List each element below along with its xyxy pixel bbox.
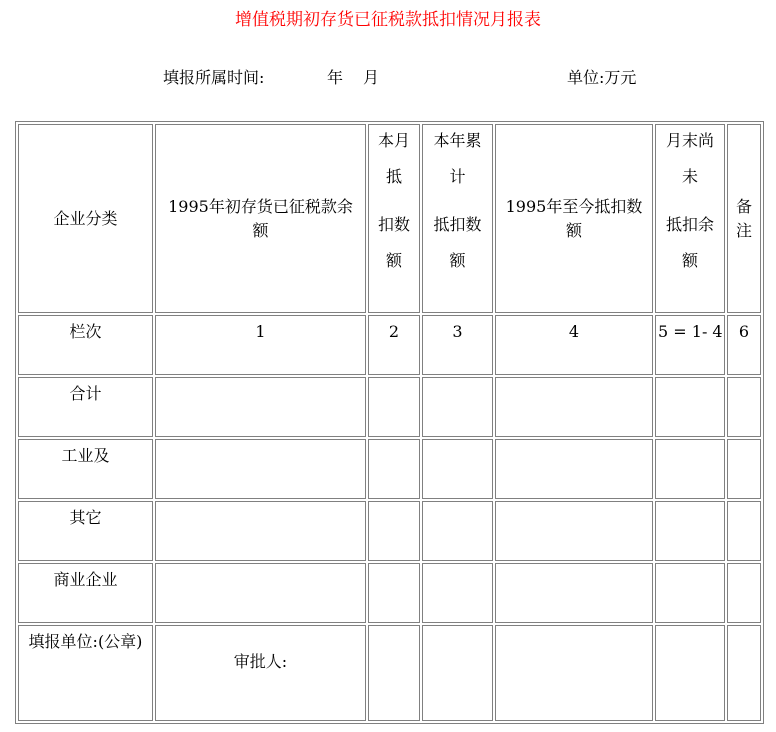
table-cell bbox=[155, 501, 366, 561]
table-cell bbox=[368, 501, 420, 561]
table-cell bbox=[655, 377, 725, 437]
header-remarks-line1: 备 bbox=[735, 196, 752, 216]
table-row bbox=[18, 439, 761, 499]
table-cell bbox=[655, 563, 725, 623]
column-number-2: 2 bbox=[368, 315, 420, 375]
table-cell bbox=[155, 563, 366, 623]
unit-label: 单位:万元 bbox=[567, 68, 637, 87]
header-month-end-balance-line2: 未 bbox=[681, 167, 698, 186]
header-month-deduct bbox=[368, 124, 420, 313]
header-year-cumulative bbox=[422, 124, 493, 313]
year-label: 年 bbox=[327, 68, 344, 87]
month-label: 月 bbox=[363, 68, 380, 87]
header-opening-balance bbox=[155, 124, 366, 313]
table-cell bbox=[155, 377, 366, 437]
table-cell bbox=[368, 563, 420, 623]
table-row bbox=[18, 501, 761, 561]
table-cell bbox=[422, 439, 493, 499]
column-number-row bbox=[18, 315, 761, 375]
header-remarks-line2: 注 bbox=[735, 220, 752, 240]
column-number-5: 5 = 1- 4 bbox=[655, 315, 725, 375]
table-cell bbox=[495, 501, 653, 561]
footer-row bbox=[18, 625, 761, 721]
header-opening-balance-line2: 额 bbox=[252, 220, 269, 240]
report-table bbox=[15, 121, 764, 724]
table-cell bbox=[495, 563, 653, 623]
table-cell bbox=[655, 439, 725, 499]
footer-approver-label: 审批人: bbox=[155, 625, 366, 721]
header-since-1995-line2: 额 bbox=[565, 220, 582, 240]
header-year-cumulative-line3: 抵扣数 bbox=[433, 215, 482, 234]
header-year-cumulative-line2: 计 bbox=[449, 167, 466, 186]
header-row bbox=[18, 124, 761, 313]
table-cell bbox=[368, 439, 420, 499]
column-number-6: 6 bbox=[727, 315, 761, 375]
table-cell bbox=[727, 377, 761, 437]
table-cell bbox=[495, 377, 653, 437]
row-label-industry: 工业及 bbox=[18, 439, 153, 499]
header-month-end-balance-line3: 抵扣余 bbox=[665, 215, 714, 234]
table-cell bbox=[727, 501, 761, 561]
table-cell bbox=[495, 625, 653, 721]
header-year-cumulative-line1: 本年累 bbox=[433, 131, 482, 150]
table-cell bbox=[422, 501, 493, 561]
table-cell bbox=[422, 563, 493, 623]
table-cell bbox=[155, 439, 366, 499]
header-since-1995 bbox=[495, 124, 653, 313]
header-opening-balance-line1: 1995年初存货已征税款余 bbox=[168, 196, 353, 216]
header-category-text: 企业分类 bbox=[53, 208, 118, 228]
table-cell bbox=[495, 439, 653, 499]
column-number-label: 栏次 bbox=[18, 315, 153, 375]
column-number-3: 3 bbox=[422, 315, 493, 375]
header-month-end-balance bbox=[655, 124, 725, 313]
header-since-1995-line1: 1995年至今抵扣数 bbox=[505, 196, 643, 216]
header-month-deduct-line3: 扣数 bbox=[377, 215, 410, 234]
table-cell bbox=[727, 625, 761, 721]
header-year-cumulative-line4: 额 bbox=[449, 251, 466, 270]
header-month-deduct-line4: 额 bbox=[385, 251, 402, 270]
table-cell bbox=[368, 625, 420, 721]
table-cell bbox=[368, 377, 420, 437]
table-cell bbox=[655, 501, 725, 561]
column-number-4: 4 bbox=[495, 315, 653, 375]
report-period-label: 填报所属时间: bbox=[163, 68, 265, 87]
table-cell bbox=[727, 563, 761, 623]
table-cell bbox=[727, 439, 761, 499]
row-label-total: 合计 bbox=[18, 377, 153, 437]
table-cell bbox=[422, 625, 493, 721]
table-row bbox=[18, 563, 761, 623]
footer-unit-label: 填报单位:(公章) bbox=[18, 625, 153, 721]
header-month-deduct-line1: 本月 bbox=[377, 131, 410, 150]
header-remarks bbox=[727, 124, 761, 313]
table-row bbox=[18, 377, 761, 437]
row-label-other: 其它 bbox=[18, 501, 153, 561]
header-month-end-balance-line4: 额 bbox=[681, 251, 698, 270]
header-month-deduct-line2: 抵 bbox=[385, 167, 402, 186]
header-month-end-balance-line1: 月末尚 bbox=[665, 131, 714, 150]
row-label-commerce: 商业企业 bbox=[18, 563, 153, 623]
header-category bbox=[18, 124, 153, 313]
report-title: 增值税期初存货已征税款抵扣情况月报表 bbox=[235, 10, 541, 30]
column-number-1: 1 bbox=[155, 315, 366, 375]
table-cell bbox=[655, 625, 725, 721]
table-cell bbox=[422, 377, 493, 437]
